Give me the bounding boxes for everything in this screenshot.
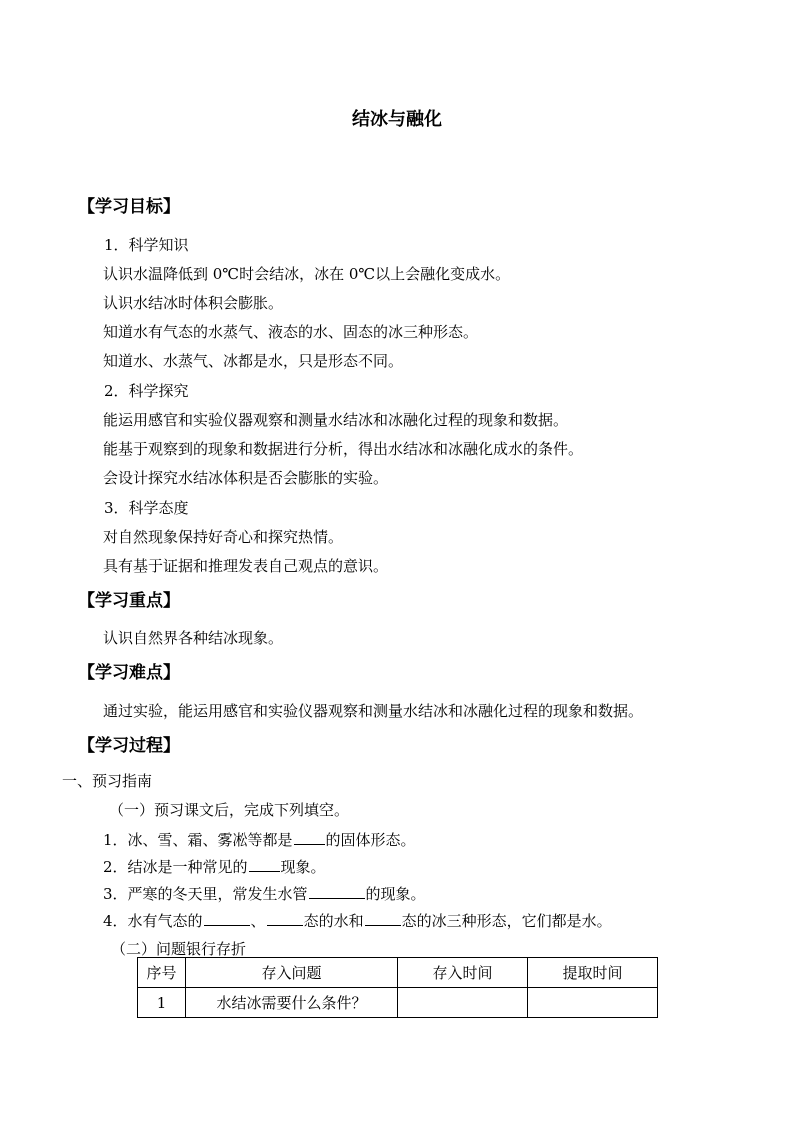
goal-knowledge-item: 认识水温降低到 0℃时会结冰，冰在 0℃以上会融化变成水。 — [103, 265, 511, 283]
header-cell: 提取时间 — [528, 958, 658, 988]
heading-difficulty: 【学习难点】 — [78, 663, 180, 683]
question-text: 态的冰三种形态，它们都是水。 — [401, 912, 612, 930]
header-cell: 序号 — [138, 958, 186, 988]
difficulty-text: 通过实验，能运用感官和实验仪器观察和测量水结冰和冰融化过程的现象和数据。 — [103, 702, 644, 720]
preview-guide-title: 一、预习指南 — [62, 772, 153, 790]
fill-blank-intro: （一）预习课文后，完成下列填空。 — [109, 801, 350, 819]
goal-inquiry-item: 会设计探究水结冰体积是否会膨胀的实验。 — [103, 469, 389, 487]
document-title: 结冰与融化 — [352, 109, 442, 130]
goal-attitude-item: 对自然现象保持好奇心和探究热情。 — [103, 528, 344, 546]
question-bank-title: （二）问题银行存折 — [111, 940, 247, 958]
goal-inquiry-item: 能运用感官和实验仪器观察和测量水结冰和冰融化过程的现象和数据。 — [103, 411, 569, 429]
table-row — [138, 988, 658, 1018]
question-text: 3．严寒的冬天里，常发生水管 — [103, 885, 308, 903]
question-bank-table — [137, 957, 658, 1018]
answer-blank[interactable] — [204, 910, 250, 926]
question-text: 的固体形态。 — [325, 831, 416, 849]
key-point-text: 认识自然界各种结冰现象。 — [103, 629, 284, 647]
goal-inquiry-item: 能基于观察到的现象和数据进行分析，得出水结冰和冰融化成水的条件。 — [103, 440, 584, 458]
row-number-cell: 1 — [138, 988, 186, 1018]
question-text: 、 — [250, 912, 266, 930]
fill-question-1 — [103, 829, 416, 850]
question-text: 的现象。 — [365, 885, 426, 903]
fill-question-4 — [103, 910, 612, 931]
heading-learning-process: 【学习过程】 — [78, 736, 180, 756]
answer-blank[interactable] — [365, 910, 401, 926]
answer-blank[interactable] — [249, 856, 280, 872]
question-text: 1．冰、雪、霜、雾凇等都是 — [103, 831, 293, 849]
answer-blank[interactable] — [267, 910, 303, 926]
fill-question-2 — [103, 856, 326, 877]
goal-knowledge-item: 认识水结冰时体积会膨胀。 — [103, 294, 284, 312]
question-cell: 水结冰需要什么条件？ — [186, 988, 398, 1018]
answer-blank[interactable] — [294, 829, 325, 845]
question-text: 4．水有气态的 — [103, 912, 203, 930]
goal-attitude-item: 具有基于证据和推理发表自己观点的意识。 — [103, 557, 389, 575]
answer-blank[interactable] — [309, 883, 365, 899]
heading-learning-goals: 【学习目标】 — [78, 197, 180, 217]
goal-inquiry-title: 2．科学探究 — [104, 382, 189, 400]
goal-knowledge-title: 1．科学知识 — [104, 236, 189, 254]
table-header-row — [138, 958, 658, 988]
deposit-time-cell[interactable] — [398, 988, 528, 1018]
goal-knowledge-item: 知道水、水蒸气、冰都是水，只是形态不同。 — [103, 352, 404, 370]
goal-knowledge-item: 知道水有气态的水蒸气、液态的水、固态的冰三种形态。 — [103, 323, 479, 341]
fill-question-3 — [103, 883, 426, 904]
question-text: 态的水和 — [303, 912, 364, 930]
question-text: 现象。 — [280, 858, 326, 876]
header-cell: 存入问题 — [186, 958, 398, 988]
heading-key-point: 【学习重点】 — [78, 591, 180, 611]
header-cell: 存入时间 — [398, 958, 528, 988]
question-text: 2．结冰是一种常见的 — [103, 858, 248, 876]
goal-attitude-title: 3．科学态度 — [104, 499, 189, 517]
withdraw-time-cell[interactable] — [528, 988, 658, 1018]
